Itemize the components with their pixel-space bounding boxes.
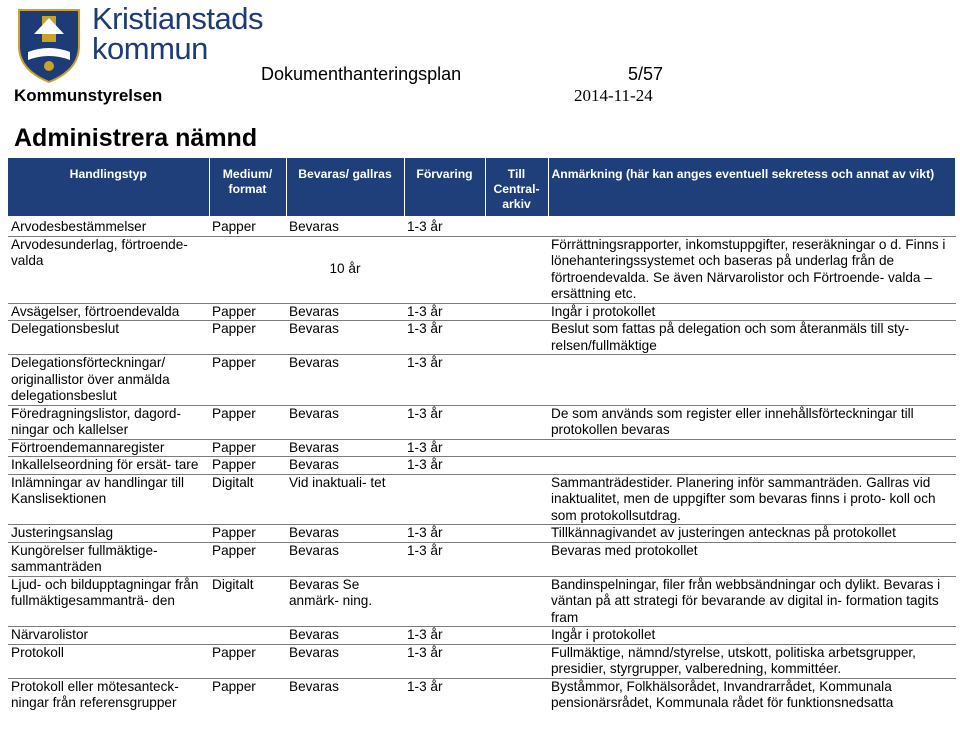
cell-medium: Digitalt — [209, 576, 286, 627]
cell-note: Bandinspelningar, filer från webbsändningar och dylikt. Bevaras i väntan på att strategi för bevarande av digital in- formation tagits fram — [548, 576, 956, 627]
cell-type: Protokoll eller mötesanteck- ningar från referensgrupper — [8, 678, 209, 712]
table-row — [8, 216, 956, 236]
col-header-storage: Förvaring — [404, 158, 485, 216]
cell-retention: Bevaras — [286, 355, 404, 406]
table-row — [8, 457, 956, 475]
cell-retention: Bevaras — [286, 303, 404, 321]
cell-storage — [404, 576, 485, 627]
col-header-medium: Medium/ format — [209, 158, 286, 216]
cell-note: Ingår i protokollet — [548, 627, 956, 645]
col-header-note: Anmärkning (här kan anges eventuell sekretess och annat av vikt) — [548, 158, 956, 216]
col-header-archive: Till Central- arkiv — [485, 158, 548, 216]
cell-note — [548, 355, 956, 406]
cell-note: De som används som register eller innehållsförteckningar till protokollen bevaras — [548, 405, 956, 439]
organization-name: Kommunstyrelsen — [14, 86, 163, 105]
cell-storage: 1-3 år — [404, 355, 485, 406]
cell-note — [548, 457, 956, 475]
cell-archive — [485, 216, 548, 236]
table-row — [8, 474, 956, 525]
cell-medium: Papper — [209, 321, 286, 355]
cell-note — [548, 216, 956, 236]
cell-storage: 1-3 år — [407, 219, 443, 234]
cell-retention: Bevaras — [286, 439, 404, 457]
cell-storage: 1-3 år — [404, 678, 485, 712]
cell-storage: 1-3 år — [404, 439, 485, 457]
cell-archive — [485, 405, 548, 439]
cell-storage: 1-3 år — [404, 644, 485, 678]
cell-storage — [404, 474, 485, 525]
document-date: 2014-11-24 — [574, 86, 653, 105]
cell-storage: 1-3 år — [404, 525, 485, 543]
section-title: Administrera nämnd — [14, 124, 258, 152]
cell-type: Arvodesunderlag, förtroende- valda — [8, 236, 209, 303]
cell-archive — [485, 525, 548, 543]
cell-medium: Papper — [209, 355, 286, 406]
cell-archive — [485, 678, 548, 712]
cell-retention: Bevaras — [286, 627, 404, 645]
cell-storage: 1-3 år — [404, 321, 485, 355]
cell-note: Fullmäktige, nämnd/styrelse, utskott, politiska arbetsgrupper, presidier, styrgrupper, valberedning, kommittéer. — [548, 644, 956, 678]
cell-medium: Papper — [209, 525, 286, 543]
cell-medium: Papper — [209, 542, 286, 576]
cell-note: Byståmmor, Folkhälsorådet, Invandrarrådet, Kommunala pensionärsrådet, Kommunala rådet för funktionsnedsatta — [548, 678, 956, 712]
cell-medium — [209, 627, 286, 645]
cell-type: Föredragningslistor, dagord- ningar och kallelser — [8, 405, 209, 439]
cell-type: Närvarolistor — [8, 627, 209, 645]
cell-medium: Papper — [209, 457, 286, 475]
table-row — [8, 678, 956, 712]
cell-note: Tillkännagivandet av justeringen antecknas på protokollet — [548, 525, 956, 543]
cell-type: Förtroendemannaregister — [8, 439, 209, 457]
cell-type: Inlämningar av handlingar till Kanslisektionen — [8, 474, 209, 525]
cell-retention: Bevaras — [289, 219, 339, 234]
cell-medium: Papper — [212, 219, 256, 234]
cell-type: Protokoll — [8, 644, 209, 678]
cell-medium: Papper — [209, 678, 286, 712]
col-header-type: Handlingstyp — [8, 158, 209, 216]
cell-retention: Bevaras — [286, 405, 404, 439]
cell-archive — [485, 542, 548, 576]
col-header-retention: Bevaras/ gallras — [286, 158, 404, 216]
cell-medium: Digitalt — [209, 474, 286, 525]
table-row — [8, 542, 956, 576]
cell-type: Kungörelser fullmäktige- sammanträden — [8, 542, 209, 576]
cell-note: Beslut som fattas på delegation och som återanmäls till sty- relsen/fullmäktige — [548, 321, 956, 355]
cell-retention: Bevaras — [286, 678, 404, 712]
brand-line-2: kommun — [92, 31, 208, 66]
cell-retention: Bevaras — [286, 525, 404, 543]
table-header-row — [8, 158, 956, 216]
cell-storage: 1-3 år — [404, 303, 485, 321]
cell-retention: Vid inaktuali- tet — [286, 474, 404, 525]
cell-note: Förrättningsrapporter, inkomstuppgifter, reseräkningar o d. Finns i lönehanteringssystemet och baseras på underlag från de förtroendevalda. Se även Närvarolistor och Förtroende- valda – ersättning etc. — [548, 236, 956, 303]
cell-medium: Papper — [209, 439, 286, 457]
cell-archive — [485, 576, 548, 627]
cell-storage: 1-3 år — [404, 457, 485, 475]
cell-storage: 1-3 år — [404, 405, 485, 439]
cell-retention: Bevaras — [286, 457, 404, 475]
cell-note: Ingår i protokollet — [548, 303, 956, 321]
cell-archive — [485, 644, 548, 678]
table-row — [8, 439, 956, 457]
cell-retention: Bevaras Se anmärk- ning. — [286, 576, 404, 627]
table-row — [8, 236, 956, 303]
cell-archive — [485, 355, 548, 406]
cell-medium — [209, 236, 286, 303]
cell-medium: Papper — [209, 644, 286, 678]
cell-type: Delegationsförteckningar/ originallistor över anmälda delegationsbeslut — [8, 355, 209, 406]
records-table — [8, 158, 956, 712]
cell-note: Bevaras med protokollet — [548, 542, 956, 576]
cell-retention: Bevaras — [286, 542, 404, 576]
cell-archive — [485, 321, 548, 355]
cell-medium: Papper — [209, 303, 286, 321]
cell-archive — [485, 303, 548, 321]
document-title: Dokumenthanteringsplan — [261, 64, 462, 84]
cell-archive — [485, 474, 548, 525]
cell-archive — [485, 236, 548, 303]
cell-type: Ljud- och bildupptagningar från fullmäktigesammanträ- den — [8, 576, 209, 627]
cell-note — [548, 439, 956, 457]
brand-name — [92, 1, 263, 66]
cell-storage: 1-3 år — [404, 542, 485, 576]
cell-archive — [485, 627, 548, 645]
table-row — [8, 321, 956, 355]
cell-retention: Bevaras — [286, 321, 404, 355]
cell-type: Avsägelser, förtroendevalda — [8, 303, 209, 321]
cell-storage: 1-3 år — [404, 627, 485, 645]
table-row — [8, 644, 956, 678]
cell-type: Delegationsbeslut — [8, 321, 209, 355]
cell-archive — [485, 439, 548, 457]
cell-type: Inkallelseordning för ersät- tare — [8, 457, 209, 475]
cell-archive — [485, 457, 548, 475]
cell-retention: 10 år — [286, 236, 404, 303]
cell-type: Arvodesbestämmelser — [11, 219, 147, 234]
coat-of-arms-icon — [14, 4, 84, 84]
page-number: 5/57 — [628, 64, 664, 84]
cell-storage — [404, 236, 485, 303]
table-row — [8, 525, 956, 543]
table-row — [8, 355, 956, 406]
cell-medium: Papper — [209, 405, 286, 439]
table-row — [8, 576, 956, 627]
cell-note: Sammanträdestider. Planering inför sammanträden. Gallras vid inaktualitet, men de uppgifter som bevaras finns i proto- koll och som protokollsutdrag. — [548, 474, 956, 525]
table-row — [8, 303, 956, 321]
table-row — [8, 405, 956, 439]
cell-retention: Bevaras — [286, 644, 404, 678]
table-row — [8, 627, 956, 645]
cell-type: Justeringsanslag — [8, 525, 209, 543]
brand-line-1: Kristianstads — [92, 1, 263, 36]
